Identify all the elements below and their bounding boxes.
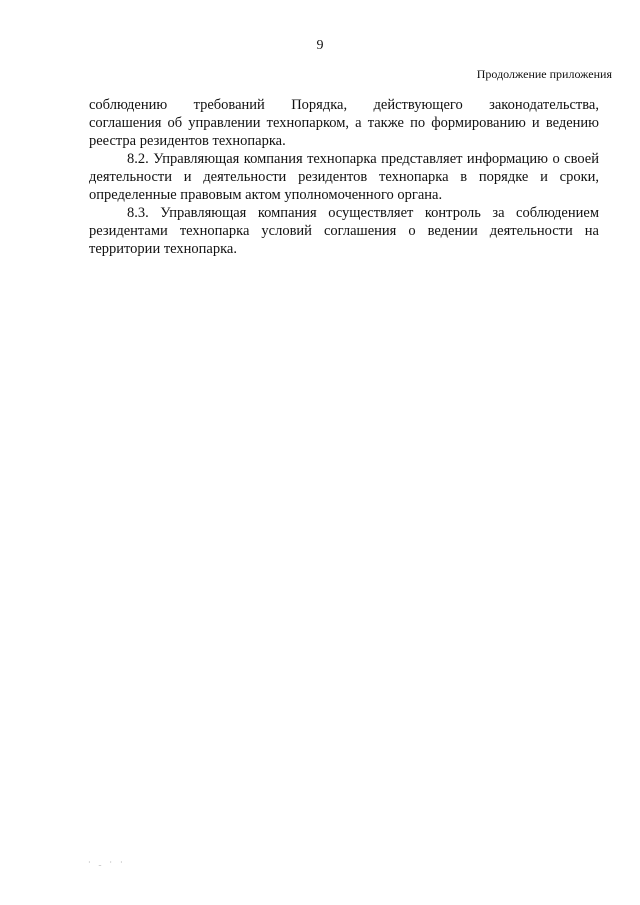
continuation-note: Продолжение приложения: [476, 67, 612, 81]
paragraph-8-2: 8.2. Управляющая компания технопарка представляет информацию о своей деятельности и деятельности резидентов технопарка в порядке и сроки, определенные правовым актом уполномоченного органа.: [89, 151, 599, 203]
scan-artifact: · ˍ · ·: [88, 858, 126, 867]
paragraph-8-3: 8.3. Управляющая компания осуществляет контроль за соблюдением резидентами технопарка условий соглашения о ведении деятельности на территории технопарка.: [89, 205, 599, 257]
document-body: [89, 96, 599, 258]
page-number: 9: [316, 38, 324, 53]
paragraph-rest: соглашения об управлении технопарком, а также по формированию и ведению реестра резидентов технопарка.: [89, 115, 599, 149]
paragraph-first-line: соблюдению требований Порядка, действующего законодательства,: [89, 97, 599, 113]
paragraph-continued: [89, 96, 599, 150]
